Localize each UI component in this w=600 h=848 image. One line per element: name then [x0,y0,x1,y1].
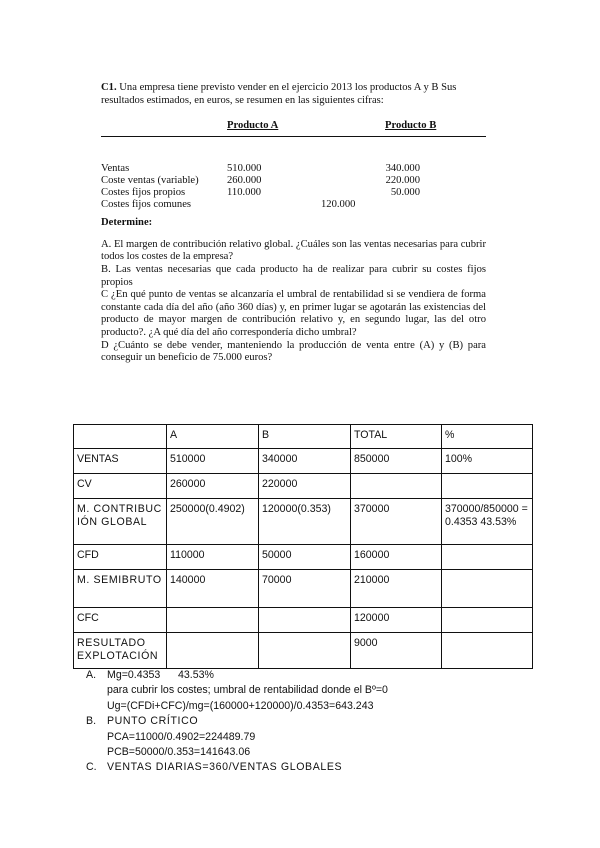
table-cell: 250000(0.4902) [167,499,259,545]
table-cell: 70000 [259,570,351,608]
table-cell [442,545,533,570]
table-cell: 370000/850000 = 0.4353 43.53% [442,499,533,545]
table-cell: 210000 [351,570,442,608]
table-cell: 160000 [351,545,442,570]
row-label: CV [74,474,167,499]
solution-letter: C. [86,761,97,774]
figure-value-a: 260.000 [227,175,262,187]
figure-row [101,163,486,175]
solution-line: PCA=11000/0.4902=224489.79 [107,730,256,743]
solution-item-c [86,760,546,775]
results-table [73,424,533,669]
table-cell: 9000 [351,633,442,669]
table-row [74,633,533,669]
solution-line: PUNTO CRÍTICO [107,715,199,728]
figure-value-b: 50.000 [390,187,420,199]
product-header-row [101,120,486,137]
table-cell [442,608,533,633]
figure-row [101,187,486,199]
table-cell: 260000 [167,474,259,499]
figure-value-a: 510.000 [227,163,262,175]
figure-row-common [101,199,486,211]
row-label: VENTAS [74,449,167,474]
table-cell [442,633,533,669]
row-label: RESULTADO EXPLOTACIÓN [74,633,167,669]
table-cell [259,633,351,669]
header-cell [74,425,167,449]
solution-list [86,668,546,776]
solution-line: Mg=0.4353 43.53% [107,669,214,681]
table-row [74,474,533,499]
figures-block [101,163,486,211]
figure-label: Costes fijos propios [101,187,186,199]
table-row [74,570,533,608]
table-header-row [74,425,533,449]
common-costs-value: 120.000 [321,199,356,211]
problem-intro [101,82,486,107]
table-cell [442,570,533,608]
table-cell: 100% [442,449,533,474]
product-b-heading: Producto B [385,120,437,132]
solution-line: PCB=50000/0.353=141643.06 [107,746,251,759]
header-cell: A [167,425,259,449]
table-cell: 220000 [259,474,351,499]
figure-value-b: 220.000 [385,175,420,187]
header-cell: % [442,425,533,449]
question-d: D ¿Cuánto se debe vender, manteniendo la producción de venta entre (A) y (B) para conseguir un beneficio de 75.000 euros? [101,339,486,364]
figure-value-a: 110.000 [227,187,262,199]
common-costs-label: Costes fijos comunes [101,199,192,211]
row-label: M. SEMIBRUTO [74,570,167,608]
table-row [74,449,533,474]
table-cell: 850000 [351,449,442,474]
table-cell [442,474,533,499]
header-cell: TOTAL [351,425,442,449]
solution-item-a [86,668,546,714]
table-cell: 120000(0.353) [259,499,351,545]
table-row [74,608,533,633]
figure-value-b: 340.000 [385,163,420,175]
solution-item-b [86,714,546,760]
solution-line: VENTAS DIARIAS=360/VENTAS GLOBALES [107,761,343,774]
problem-intro-text: Una empresa tiene previsto vender en el ejercicio 2013 los productos A y B Sus resultados estimados, en euros, se resumen en las siguientes cifras: [101,82,457,106]
table-cell: 50000 [259,545,351,570]
figure-label: Coste ventas (variable) [101,175,199,187]
problem-label: C1. [101,82,117,93]
table-cell: 120000 [351,608,442,633]
table-row [74,499,533,545]
table-cell: 110000 [167,545,259,570]
solution-letter: B. [86,715,97,728]
row-label: CFC [74,608,167,633]
table-cell [167,633,259,669]
table-cell: 510000 [167,449,259,474]
row-label: CFD [74,545,167,570]
problem-statement [101,82,486,365]
figure-row [101,175,486,187]
solution-letter: A. [86,669,97,681]
question-c: C ¿En qué punto de ventas se alcanzaría el umbral de rentabilidad si se vendiera de forma constante cada día del año (año 360 días) y, en primer lugar se agotarán las existencias del producto de mayor margen de contribución relativo y, en segundo lugar, las del otro producto?. ¿A qué día del año correspondería dicho umbral? [101,289,486,338]
solution-line: para cubrir los costes; umbral de rentabilidad donde el Bº=0 [107,684,388,697]
solution-line: Ug=(CFDi+CFC)/mg=(160000+120000)/0.4353=643.243 [107,699,374,712]
figure-label: Ventas [101,163,130,175]
table-cell [351,474,442,499]
header-cell: B [259,425,351,449]
question-a: A. El margen de contribución relativo global. ¿Cuáles son las ventas necesarias para cubrir todos los costes de la empresa? [101,238,486,263]
table-row [74,545,533,570]
determine-heading: Determine: [101,217,153,229]
table-cell [167,608,259,633]
table-cell: 370000 [351,499,442,545]
question-b: B. Las ventas necesarias que cada producto ha de realizar para cubrir su costes fijos propios [101,263,486,288]
table-cell: 340000 [259,449,351,474]
table-cell: 140000 [167,570,259,608]
product-a-heading: Producto A [227,120,279,132]
row-label: M. CONTRIBUCIÓN GLOBAL [74,499,167,545]
table-cell [259,608,351,633]
